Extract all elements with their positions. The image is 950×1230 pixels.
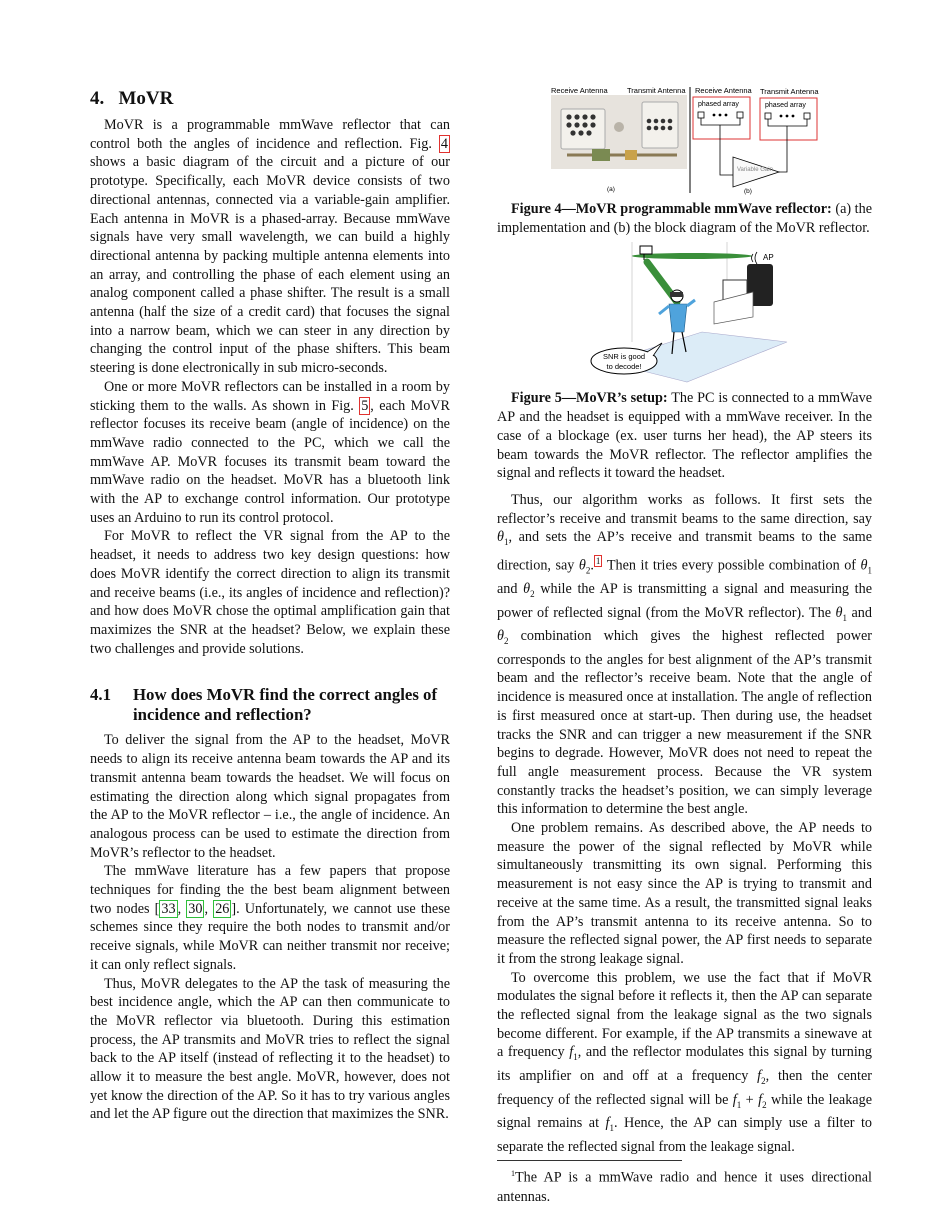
- user-body: [669, 304, 687, 332]
- headset: [670, 292, 683, 297]
- figure-5-graphic: [497, 242, 872, 384]
- bubble-text-1: SNR is good: [602, 352, 646, 362]
- label-b: (b): [744, 188, 752, 195]
- figure-link[interactable]: 5: [361, 397, 369, 414]
- subsection-number: 4.1: [90, 685, 111, 705]
- label-variable-gain: Variable Gain: [737, 167, 773, 173]
- label-phased-array-2: phased array: [765, 102, 806, 109]
- amplifier-board: [592, 149, 610, 161]
- paragraph: For MoVR to reflect the VR signal from the AP to the headset, it needs to address two key design questions: how does MoVR identify the correct direction to align its transmit and receive beams (i.e., its angles of incidence and reflection)? and how does MoVR chose the optimal amplification gain that maximizes the SNR at the headset? Below, we explain these two challenges and provide solutions.: [90, 528, 450, 657]
- footnote: $^1$The AP is a mmWave radio and hence it uses directional antennas.: [497, 1169, 872, 1205]
- coin: [614, 122, 624, 132]
- section-heading: [90, 88, 450, 110]
- paragraph: To overcome this problem, we use the fact that if MoVR modulates the signal before it reflects it, then the AP can separate the reflected signal from the leakage signal as the two signals become different. For example, if the AP transmits a sinewave at a frequency $f_1$, and the reflector modulates this signal by turning its amplifier on and off at a frequency $f_2$, then the center frequency of the reflected signal will be $f_1 + f_2$ while the leakage signal remains at $f_1$. Hence, the AP can simply use a filter to separate the reflected signal from the leakage signal.: [497, 969, 872, 1155]
- paragraph: Thus, our algorithm works as follows. It first sets the reflector’s receive and transmit beams to the same direction, say $\theta_1$, and sets the AP’s receive and transmit beams to the same direction, say $\theta_2$. $^1$ Then it tries every possible combination of $\theta_1$ and $\theta_2$ while the AP is transmitting a signal and measuring the power of reflected signal (from the MoVR reflector). The $\theta_1$ and $\theta_2$ combination which gives the highest reflected power corresponds to the angles for best alignment of the AP’s transmit beam and the reflector’s receive beam. Note that the angle of incidence is measured once at installation. The angle of reflection is first measured once at start-up. Then during use, the headset tracks the SNR and can trigger a new measurement if the SNR begins to degrade. However, MoVR does not need to repeat the full angle measurement process. Because the VR system constantly tracks the headset’s position, we can simply leverage this information to determine the best angle.: [497, 491, 872, 818]
- desk: [714, 292, 753, 324]
- movr-reflector: [640, 246, 652, 254]
- paragraph: One problem remains. As described above, the AP needs to measure the power of the signal reflected by MoVR while simultaneously transmitting its own signal. Performing this measurement is not easy since the AP is trying to transmit and receive at the same time. As a result, the transmitted signal leaks from the AP’s transmit antenna to its receive antenna. So to measure the reflected signal power, the AP first needs to separate it from the strong leakage signal.: [497, 820, 872, 967]
- connector: [625, 150, 637, 160]
- label-transmit-photo: Transmit Antenna: [627, 87, 686, 95]
- paragraph: MoVR is a programmable mmWave reflector that can control both the angles of incidence and reflection. Fig. 4 shows a basic diagram of the circuit and a picture of our prototype. Specifically, each MoVR device consists of two directional antennas, connected via a variable-gain amplifier. Each antenna in MoVR is a phased-array. Because mmWave signals have very small wavelength, we can build a highly directional antenna by packing multiple antenna elements into an array, and controlling the phase of each element using an analog component called a phase shifter. The result is a small antenna (half the size of a credit card) that focuses the signal into a narrow beam, which we can steer in any direction by changing the control input of the phase shifters. This beam steering is done electronically in sub micro-seconds.: [90, 117, 450, 377]
- left-column: [90, 88, 450, 1124]
- citation-link[interactable]: 26: [215, 900, 230, 917]
- ap-label: AP: [763, 253, 774, 263]
- section-title: MoVR: [118, 88, 174, 109]
- figure-5: [497, 242, 872, 384]
- label-receive-photo: Receive Antenna: [551, 87, 608, 95]
- figure-4-caption: Figure 4—MoVR programmable mmWave reflector: (a) the implementation and (b) the block diagram of the MoVR reflector.: [497, 201, 872, 236]
- figure-5-caption: Figure 5—MoVR’s setup: The PC is connected to a mmWave AP and the headset is equipped with a mmWave receiver. In the case of a blockage (ex. user turns her head), the AP steers its beam towards the MoVR reflector. The reflector amplifies the signal and reflects it toward the headset.: [497, 390, 872, 482]
- subsection-heading: [90, 685, 450, 725]
- label-a: (a): [607, 186, 615, 193]
- citation-link[interactable]: 30: [188, 900, 203, 917]
- footnote-link[interactable]: 1: [595, 555, 601, 566]
- figure-4-graphic: [497, 87, 872, 195]
- section-number: 4.: [90, 88, 105, 109]
- transmit-antenna-board: [642, 102, 678, 148]
- footnote-rule: [497, 1160, 682, 1161]
- paragraph: Thus, MoVR delegates to the AP the task of measuring the best incidence angle, which the AP can then communicate to the MoVR reflector via bluetooth. During this estimation process, the AP transmits and MoVR tries to reflect the signal back to the AP itself (instead of reflecting it to the headset) to allow it to measure the best angle. MoVR, however, does not yet know the direction of the AP. So it has to try various angles and let the AP figure out the direction that maximizes the SNR.: [90, 975, 450, 1123]
- citation-link[interactable]: 33: [161, 900, 176, 917]
- label-receive-block: Receive Antenna: [695, 87, 752, 95]
- label-phased-array-1: phased array: [698, 101, 739, 108]
- ap-icon: [752, 252, 758, 264]
- bubble-text-2: to decode!: [606, 362, 642, 372]
- right-column: [497, 88, 872, 1206]
- label-transmit-block: Transmit Antenna: [760, 87, 819, 96]
- figure-4: [497, 87, 872, 195]
- subsection-title: How does MoVR find the correct angles of incidence and reflection?: [133, 685, 438, 725]
- figure-link[interactable]: 4: [440, 135, 448, 152]
- paragraph: One or more MoVR reflectors can be installed in a room by sticking them to the walls. As shown in Fig. 5 , each MoVR reflector focuses its receive beam (angle of incidence) on the mmWave radio connected to the PC, which we call the mmWave AP. MoVR focuses its transmit beam toward the mmWave radio on the headset. MoVR has a bluetooth link with the AP to exchange control information. Our prototype uses an Arduino to run its control protocol.: [90, 378, 451, 526]
- paragraph: The mmWave literature has a few papers that propose techniques for finding the the best beam alignment between two nodes [ 33 , 30 , 26 ]. Unfortunately, we cannot use these schemes since they require the both nodes to transmit and/or receive signals, while MoVR can neither transmit nor receive; it can only reflect signals.: [90, 863, 451, 973]
- paragraph: To deliver the signal from the AP to the headset, MoVR needs to align its receive antenna beam towards the AP and its transmit antenna beam towards the headset. We will focus on estimating the direction along which signal propagates from the AP to the MoVR reflector – i.e., the angle of incidence. An analogous process can be used to estimate the direction from MoVR’s reflector to the headset.: [90, 732, 450, 861]
